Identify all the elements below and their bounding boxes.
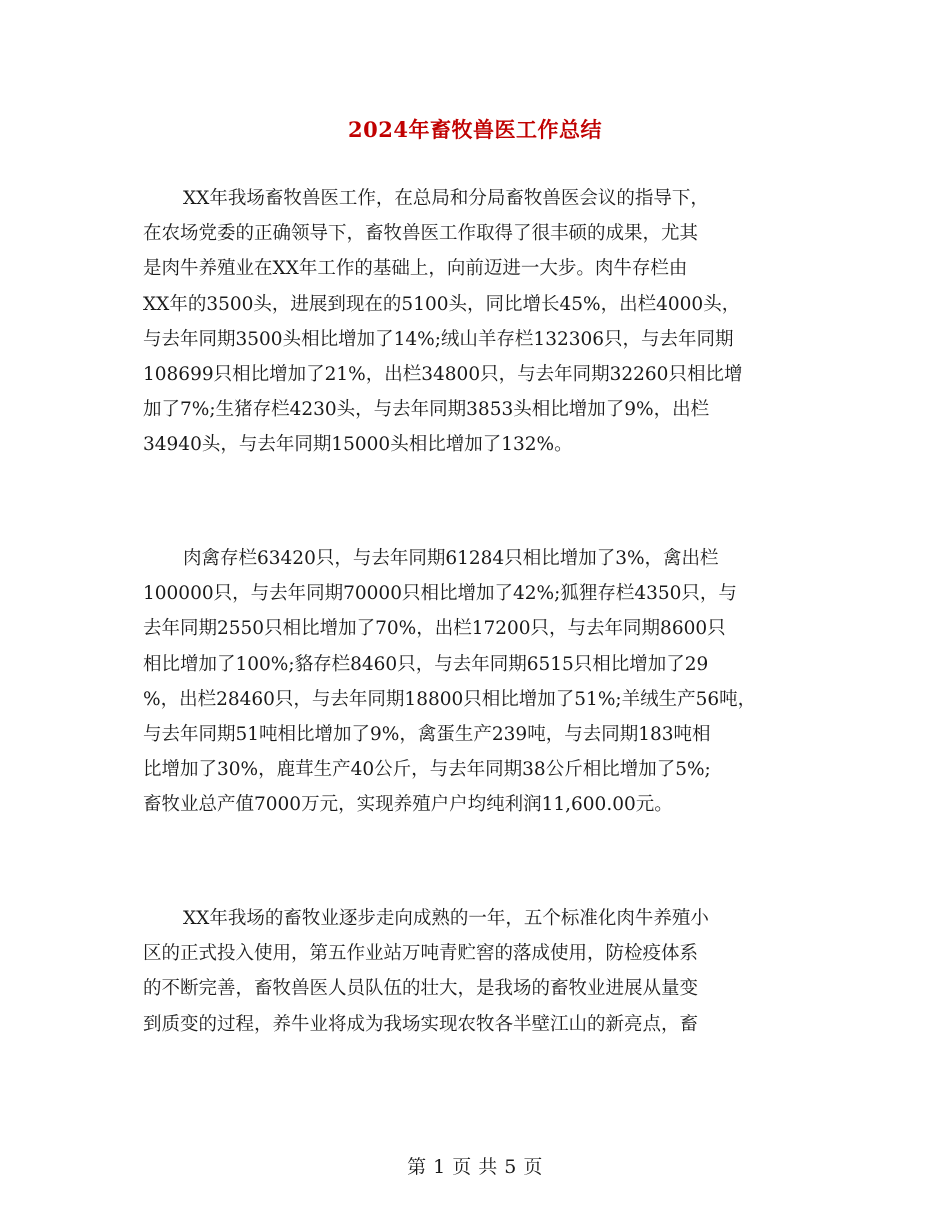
paragraph-line: 相比增加了100%;貉存栏8460只，与去年同期6515只相比增加了29 bbox=[143, 653, 709, 675]
paragraph-line: 100000只，与去年同期70000只相比增加了42%;狐狸存栏4350只，与 bbox=[143, 583, 737, 605]
paragraph-2 bbox=[143, 541, 823, 823]
paragraph-line: 到质变的过程，养牛业将成为我场实现农牧各半壁江山的新亮点，畜 bbox=[143, 1013, 699, 1035]
paragraph-line: 去年同期2550只相比增加了70%，出栏17200只，与去年同期8600只 bbox=[143, 618, 726, 640]
paragraph-line: 108699只相比增加了21%，出栏34800只，与去年同期32260只相比增 bbox=[143, 364, 743, 386]
paragraph-line: 是肉牛养殖业在XX年工作的基础上，向前迈进一大步。肉牛存栏由 bbox=[143, 258, 688, 280]
paragraph-line: 与去年同期51吨相比增加了9%，禽蛋生产239吨，与去同期183吨相 bbox=[143, 724, 711, 746]
paragraph-line: 34940头，与去年同期15000头相比增加了132%。 bbox=[143, 434, 573, 456]
paragraph-line: 与去年同期3500头相比增加了14%;绒山羊存栏132306只，与去年同期 bbox=[143, 328, 734, 350]
paragraph-line: 的不断完善，畜牧兽医人员队伍的壮大，是我场的畜牧业进展从量变 bbox=[143, 978, 699, 1000]
paragraph-line: 区的正式投入使用，第五作业站万吨青贮窖的落成使用，防检疫体系 bbox=[143, 943, 699, 965]
paragraph-3 bbox=[143, 901, 823, 1042]
paragraph-line: 比增加了30%，鹿茸生产40公斤，与去年同期38公斤相比增加了5%; bbox=[143, 759, 711, 781]
paragraph-line: 畜牧业总产值7000万元，实现养殖户户均纯利润11,600.00元。 bbox=[143, 794, 673, 816]
page-number-footer: 第 1 页 共 5 页 bbox=[407, 1156, 543, 1178]
paragraph-1 bbox=[143, 181, 823, 463]
paragraph-line: 加了7%;生猪存栏4230头，与去年同期3853头相比增加了9%，出栏 bbox=[143, 399, 710, 421]
paragraph-line: 在农场党委的正确领导下，畜牧兽医工作取得了很丰硕的成果，尤其 bbox=[143, 223, 699, 245]
paragraph-line: XX年我场畜牧兽医工作，在总局和分局畜牧兽医会议的指导下， bbox=[183, 188, 709, 209]
paragraph-line: XX年我场的畜牧业逐步走向成熟的一年，五个标准化肉牛养殖小 bbox=[183, 908, 709, 929]
paragraph-line: XX年的3500头，进展到现在的5100头，同比增长45%，出栏4000头， bbox=[143, 293, 741, 315]
paragraph-line: 肉禽存栏63420只，与去年同期61284只相比增加了3%，禽出栏 bbox=[183, 548, 719, 569]
paragraph-line: %，出栏28460只，与去年同期18800只相比增加了51%;羊绒生产56吨， bbox=[143, 688, 757, 710]
document-title: 2024年畜牧兽医工作总结 bbox=[348, 117, 602, 142]
